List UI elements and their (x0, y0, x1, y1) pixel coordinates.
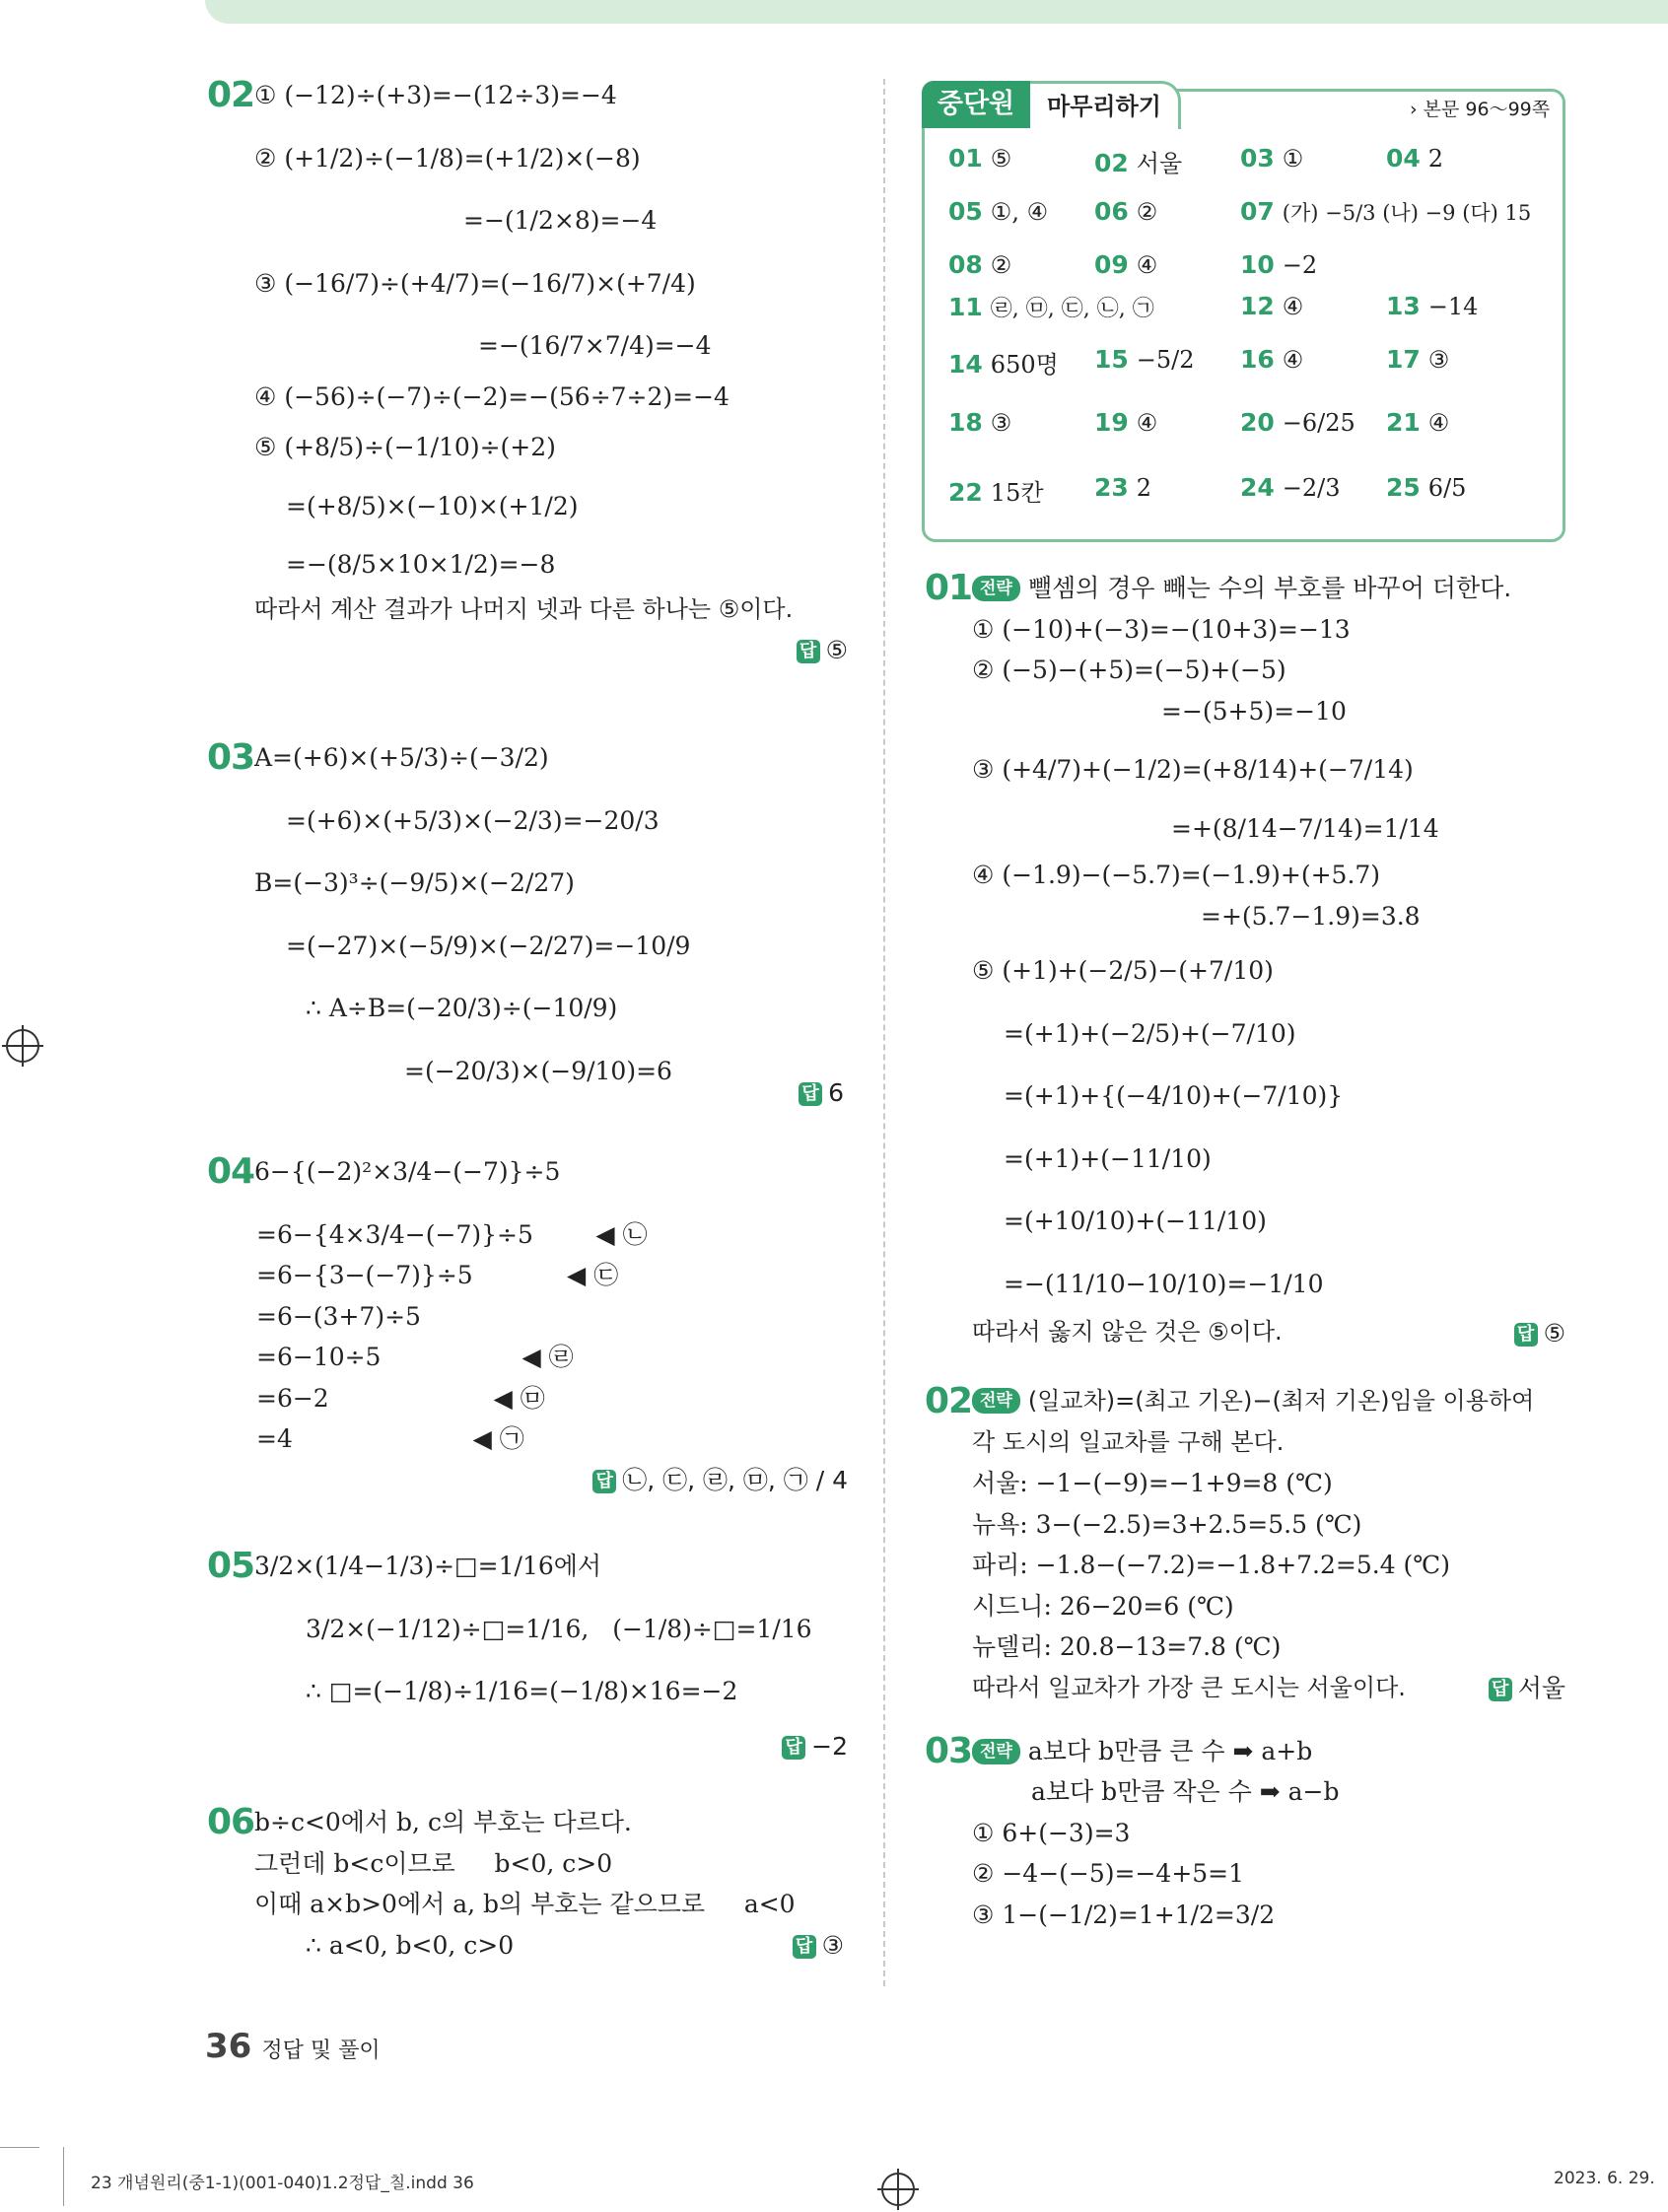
answer (207, 630, 848, 671)
solution-line: 뉴델리: 20.8−13=7.8 (℃) (972, 1632, 1282, 1661)
item-number: 24 (1240, 473, 1275, 502)
item-answer: 650명 (990, 351, 1059, 379)
summary-item (1094, 408, 1157, 437)
solution-line: =−(16/7×7/4)=−4 (478, 331, 712, 360)
problem-02 (207, 75, 848, 686)
item-answer: ⑤ (990, 145, 1012, 173)
answer-mark-icon: 답 (782, 1736, 805, 1760)
strategy-badge: 전략 (972, 576, 1020, 601)
solution-line: B=(−3)³÷(−9/5)×(−2/27) (254, 868, 575, 897)
item-answer: ③ (1427, 346, 1450, 374)
item-answer: −2 (1282, 251, 1318, 279)
problem-06 (207, 1802, 848, 1966)
item-answer: 2 (1136, 474, 1152, 502)
problem-number: 03 (207, 737, 255, 778)
problem-number: 01 (925, 568, 973, 608)
summary-item (1386, 473, 1466, 502)
solution-line: 뉴욕: 3−(−2.5)=3+2.5=5.5 (℃) (972, 1509, 1362, 1539)
problem-r03 (925, 1731, 1565, 1936)
strategy-line (925, 1381, 1565, 1422)
solution-line: a보다 b만큼 작은 수 ➡ a−b (1031, 1777, 1340, 1806)
item-number: 21 (1386, 408, 1421, 437)
solution-line: ② (+1/2)÷(−1/8)=(+1/2)×(−8) (254, 143, 641, 173)
registration-mark-icon (881, 2173, 915, 2206)
summary-item (948, 144, 1011, 173)
item-number: 07 (1240, 197, 1275, 226)
solution-line: 이때 a×b>0에서 a, b의 부호는 같으므로 a<0 (254, 1890, 796, 1918)
summary-item (1240, 292, 1303, 320)
solution-line: 따라서 계산 결과가 나머지 넷과 다른 하나는 ⑤이다. (254, 594, 794, 623)
summary-item (1240, 144, 1303, 173)
summary-tab-title: 마무리하기 (1030, 81, 1181, 129)
problem-number: 02 (925, 1381, 973, 1421)
problem-number: 03 (925, 1730, 973, 1771)
item-answer: −2/3 (1282, 474, 1341, 502)
item-answer: −5/2 (1136, 346, 1195, 374)
answer-text: ⑤ (1543, 1318, 1565, 1348)
solution-line: 시드니: 26−20=6 (℃) (972, 1591, 1234, 1621)
solution-line: ① (−12)÷(+3)=−(12÷3)=−4 (254, 81, 617, 109)
solution-line: =−(5+5)=−10 (1161, 696, 1347, 726)
answer-text: ㉡, ㉢, ㉣, ㉤, ㉠ / 4 (622, 1465, 848, 1494)
solution-line: =6−10÷5 ◀ ㉣ (256, 1343, 574, 1371)
item-number: 14 (948, 350, 983, 379)
strategy-badge: 전략 (972, 1388, 1020, 1414)
solution-line: 서울: −1−(−9)=−1+9=8 (℃) (972, 1469, 1333, 1497)
solution-line: =(+6)×(+5/3)×(−2/3)=−20/3 (286, 805, 660, 835)
trim-mark (0, 2147, 39, 2148)
solution-line: =(+8/5)×(−10)×(+1/2) (286, 491, 579, 520)
problem-number: 06 (207, 1802, 255, 1842)
item-answer: 6/5 (1427, 474, 1467, 502)
problem-04 (207, 1151, 848, 1506)
solution-line: =(−27)×(−5/9)×(−2/27)=−10/9 (286, 931, 691, 960)
item-number: 04 (1386, 144, 1421, 173)
item-number: 22 (948, 478, 983, 507)
answer-text: −2 (811, 1731, 848, 1761)
solution-line: ④ (−1.9)−(−5.7)=(−1.9)+(+5.7) (972, 861, 1381, 889)
answer-mark-icon: 답 (797, 640, 820, 663)
summary-item (948, 250, 1011, 279)
strategy-text: a보다 b만큼 큰 수 ➡ a+b (1027, 1736, 1313, 1765)
problem-number: 05 (207, 1546, 255, 1586)
item-number: 08 (948, 250, 983, 279)
solution-line: =(+10/10)+(−11/10) (1004, 1207, 1267, 1235)
summary-item (948, 345, 1059, 380)
problem-03 (207, 737, 848, 1112)
summary-item (948, 197, 1048, 226)
strategy-line (925, 1731, 1565, 1772)
summary-tab-chapter: 중단원 (922, 81, 1030, 128)
solution-line: =(+1)+(−11/10) (1004, 1143, 1212, 1173)
strategy-text: (일교차)=(최고 기온)−(최저 기온)임을 이용하여 (1027, 1387, 1535, 1415)
problem-05 (207, 1546, 848, 1763)
summary-item (1094, 250, 1157, 279)
chevron-right-icon: › (1410, 99, 1418, 120)
page-reference-text: 본문 96～99쪽 (1423, 99, 1551, 120)
item-answer: 2 (1427, 145, 1444, 173)
solution-line: ③ (+4/7)+(−1/2)=(+8/14)+(−7/14) (972, 755, 1414, 784)
item-number: 05 (948, 197, 983, 226)
answer (207, 1460, 848, 1501)
solution-line: =(+1)+{(−4/10)+(−7/10)} (1004, 1081, 1344, 1110)
item-answer: −6/25 (1282, 409, 1355, 437)
item-answer: ② (1136, 198, 1158, 226)
item-number: 16 (1240, 345, 1275, 374)
top-color-band (205, 0, 1668, 24)
strategy-text: 뺄셈의 경우 빼는 수의 부호를 바꾸어 더한다. (1027, 574, 1512, 602)
solution-line: ⑤ (+1)+(−2/5)−(+7/10) (972, 956, 1274, 985)
summary-item (1094, 197, 1157, 226)
solution-line: ∴ a<0, b<0, c>0 (306, 1930, 515, 1960)
answer-text: ⑤ (825, 636, 848, 664)
problem-number: 02 (207, 75, 255, 115)
summary-item (1240, 345, 1303, 374)
answer-text: 6 (828, 1078, 844, 1107)
item-answer: ④ (1136, 409, 1158, 437)
page-footer (205, 2027, 381, 2066)
item-number: 09 (1094, 250, 1129, 279)
item-answer: (가) −5/3 (나) −9 (다) 15 (1282, 201, 1532, 225)
item-answer: ④ (1427, 409, 1450, 437)
solution-line: A=(+6)×(+5/3)÷(−3/2) (254, 743, 549, 772)
solution-line: 각 도시의 일교차를 구해 본다. (972, 1427, 1285, 1456)
solution-line: =+(8/14−7/14)=1/14 (1171, 813, 1439, 843)
item-number: 02 (1094, 149, 1129, 177)
summary-item (948, 292, 1154, 322)
problem-number: 04 (207, 1151, 255, 1192)
solution-line: =6−{4×3/4−(−7)}÷5 ◀ ㉡ (256, 1219, 648, 1249)
strategy-badge: 전략 (972, 1739, 1020, 1764)
solution-line: ③ 1−(−1/2)=1+1/2=3/2 (972, 1900, 1276, 1929)
item-number: 10 (1240, 250, 1275, 279)
problem-r01 (925, 568, 1565, 1353)
item-number: 15 (1094, 345, 1129, 374)
summary-item (1386, 345, 1449, 374)
page-reference (1410, 95, 1550, 121)
solution-line: =(−20/3)×(−9/10)=6 (404, 1056, 672, 1085)
item-number: 12 (1240, 292, 1275, 320)
solution-line: ∴ □=(−1/8)÷1/16=(−1/8)×16=−2 (306, 1677, 738, 1705)
item-number: 06 (1094, 197, 1129, 226)
solution-line: =−(11/10−10/10)=−1/10 (1004, 1269, 1324, 1298)
page-number: 36 (205, 2027, 252, 2066)
summary-item (948, 473, 1044, 508)
item-answer: ①, ④ (990, 198, 1049, 226)
solution-line: =−(8/5×10×1/2)=−8 (286, 550, 556, 579)
solution-line: ① (−10)+(−3)=−(10+3)=−13 (972, 614, 1351, 644)
print-slug-left: 23 개념원리(중1-1)(001-040)1.2정답_칠.indd 36 (91, 2174, 474, 2193)
item-number: 17 (1386, 345, 1421, 374)
item-answer: ㉣, ㉤, ㉢, ㉡, ㉠ (990, 297, 1154, 321)
registration-mark-icon (6, 1029, 39, 1063)
solution-line: 그런데 b<c이므로 b<0, c>0 (254, 1848, 613, 1878)
column-divider (883, 79, 885, 1986)
solution-line: 3/2×(−1/12)÷□=1/16, (−1/8)÷□=1/16 (306, 1614, 812, 1643)
answer-mark-icon: 답 (592, 1470, 616, 1493)
item-number: 01 (948, 144, 983, 173)
trim-mark (63, 2147, 64, 2206)
summary-item (1386, 292, 1478, 320)
solution-line: ⑤ (+8/5)÷(−1/10)÷(+2) (254, 433, 556, 461)
item-answer: ③ (990, 409, 1012, 437)
item-number: 18 (948, 408, 983, 437)
answer-mark-icon: 답 (793, 1935, 816, 1959)
solution-line: =6−{3−(−7)}÷5 ◀ ㉢ (256, 1261, 619, 1289)
item-answer: ① (1282, 145, 1304, 173)
answer-text: 서울 (1517, 1674, 1565, 1702)
summary-item (1386, 144, 1443, 173)
item-answer: ④ (1282, 293, 1304, 320)
left-column (207, 75, 848, 1966)
item-number: 13 (1386, 292, 1421, 320)
solution-line: ② (−5)−(+5)=(−5)+(−5) (972, 656, 1286, 684)
item-number: 19 (1094, 408, 1129, 437)
solution-line: ② −4−(−5)=−4+5=1 (972, 1859, 1245, 1888)
solution-line: =+(5.7−1.9)=3.8 (1201, 901, 1421, 931)
solution-line: 따라서 옳지 않은 것은 ⑤이다. (972, 1318, 1283, 1346)
item-answer: 15칸 (990, 479, 1044, 507)
item-number: 20 (1240, 408, 1275, 437)
summary-item (1240, 197, 1531, 227)
solution-line: 3/2×(1/4−1/3)÷□=1/16에서 (254, 1552, 602, 1580)
right-column (925, 568, 1565, 1935)
summary-item (1240, 408, 1355, 437)
solution-line: 파리: −1.8−(−7.2)=−1.8+7.2=5.4 (℃) (972, 1551, 1451, 1579)
problem-r02 (925, 1381, 1565, 1709)
answer (799, 1072, 844, 1114)
item-number: 23 (1094, 473, 1129, 502)
summary-item (1240, 473, 1341, 502)
item-number: 25 (1386, 473, 1421, 502)
solution-line: 따라서 일교차가 가장 큰 도시는 서울이다. (972, 1673, 1406, 1701)
strategy-line (925, 568, 1565, 609)
solution-line: 6−{(−2)²×3/4−(−7)}÷5 (254, 1157, 561, 1186)
summary-item (948, 408, 1011, 437)
answer-text: ③ (821, 1930, 844, 1960)
solution-line: =(+1)+(−2/5)+(−7/10) (1004, 1018, 1296, 1048)
page-label: 정답 및 풀이 (261, 2039, 381, 2063)
item-answer: −14 (1427, 293, 1479, 320)
summary-item (1240, 250, 1317, 279)
print-slug-right: 2023. 6. 29. (1554, 2169, 1655, 2188)
solution-line: =4 ◀ ㉠ (256, 1424, 524, 1453)
solution-line: b÷c<0에서 b, c의 부호는 다르다. (254, 1808, 632, 1836)
summary-item (1094, 473, 1151, 502)
summary-item (1094, 144, 1182, 178)
item-number: 11 (948, 293, 983, 321)
item-answer: ② (990, 251, 1012, 279)
item-answer: ④ (1136, 251, 1158, 279)
answer-mark-icon: 답 (1489, 1678, 1512, 1701)
solution-line: ① 6+(−3)=3 (972, 1818, 1131, 1847)
solution-line: =6−2 ◀ ㉤ (256, 1383, 545, 1413)
answer-mark-icon: 답 (799, 1082, 822, 1106)
summary-item (1386, 408, 1449, 437)
answer-mark-icon: 답 (1514, 1323, 1538, 1347)
answer (793, 1925, 844, 1967)
item-number: 03 (1240, 144, 1275, 173)
solution-line: ④ (−56)÷(−7)÷(−2)=−(56÷7÷2)=−4 (254, 381, 730, 411)
item-answer: ④ (1282, 346, 1304, 374)
solution-line: =−(1/2×8)=−4 (463, 206, 658, 235)
solution-line: =6−(3+7)÷5 (256, 1301, 421, 1331)
item-answer: 서울 (1136, 150, 1183, 177)
answer (207, 1726, 848, 1767)
solution-line: ∴ A÷B=(−20/3)÷(−10/9) (306, 994, 618, 1022)
summary-item (1094, 345, 1195, 374)
solution-line: ③ (−16/7)÷(+4/7)=(−16/7)×(+7/4) (254, 268, 696, 298)
